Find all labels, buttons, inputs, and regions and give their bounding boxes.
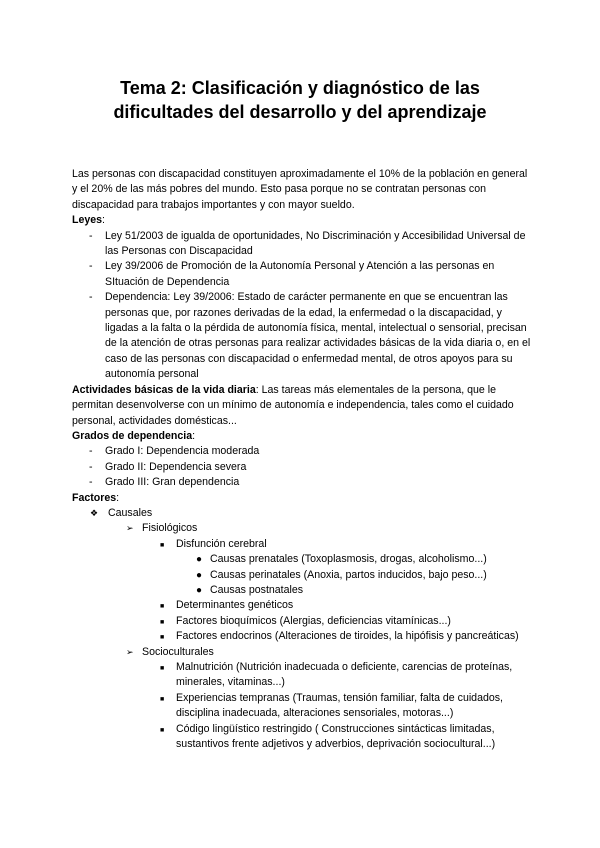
actividades-text: : Las tareas más elementales de la persona, que le permitan desenvolverse con un mínimo de autonomía e independencia, tales como el cuidado personal, actividades domésticas... <box>72 383 514 427</box>
square-bullet-icon: ■ <box>160 634 165 642</box>
list-item: ■ Factores endocrinos (Alteraciones de tiroides, la hipófisis y pancreáticas) <box>142 629 532 644</box>
dash-marker: - <box>89 229 93 242</box>
list-item: ■ Código lingüístico restringido ( Construcciones sintácticas limitadas, sustantivos frente adjetivos y adverbios, deprivación sociocultural...) <box>160 722 496 751</box>
list-item: - Dependencia: Ley 39/2006: Estado de carácter permanente en que se encuentran las personas que, por razones derivadas de la edad, la enfermedad o la discapacidad, y ligadas a la falta o la pérdida de autonomía física, mental, intelectual o sensorial, precisan de la atención de otras personas para realizar actividades básicas de la vida diaria o, en el caso de las personas con discapacidad o enfermedad mental, de otros apoyos para su autonomía personal <box>89 291 531 381</box>
list-item-socioculturales: ➢ Socioculturales ■ Malnutrición (Nutrición inadecuada o deficiente, carencias de proteínas, minerales, vitaminas...) ■ Experiencias tempranas (Traumas, tensión familiar, falta de cuidados, disciplina inadecuada, alteraciones sensoriales, motoras...) ■ Código lingüístico restringido ( Construcciones sintácticas limitadas, sustantivos frente adjetivos y adverbios, deprivación sociocultural...) <box>108 645 532 753</box>
arrow-bullet-icon: ➢ <box>126 523 134 534</box>
fisiologicos-list <box>142 537 532 645</box>
list-item: - Grado I: Dependencia moderada <box>72 444 532 459</box>
grados-heading: Grados de dependencia <box>72 429 193 442</box>
list-item-causales: ❖ Causales ➢ Fisiológicos ■ Disfunción cerebral ● Causas prenatales (Toxoplasmosis, drogas, alcoholismo...) ● Causas perinatales (Anoxia, partos inducidos, bajo peso...) ● Causas postnatales ■ Determinantes genéticos ■ Factores bioquímicos (Alergias, deficiencias vitamínicas...) ■ Factores endocrinos (Alteraciones de tiroides, la hipófisis y pancreáticas) ➢ Socioculturales ■ Malnutrición (Nutrición inadecuada o deficiente, carencias de proteínas, minerales, vitaminas...) ■ Experiencias tempranas (Traumas, tensión familiar, falta de cuidados, disciplina inadecuada, alteraciones sensoriales, motoras...) ■ Código lingüístico restringido ( Construcciones sintácticas limitadas, sustantivos frente adjetivos y adverbios, deprivación sociocultural...) <box>72 506 532 753</box>
diamond-bullet-icon: ❖ <box>90 507 99 518</box>
socioculturales-list <box>142 660 532 752</box>
list-item-disfuncion: ■ Disfunción cerebral ● Causas prenatales (Toxoplasmosis, drogas, alcoholismo...) ● Causas perinatales (Anoxia, partos inducidos, bajo peso...) ● Causas postnatales <box>142 537 532 599</box>
actividades-paragraph <box>72 383 532 429</box>
list-item: ■ Factores bioquímicos (Alergias, deficiencias vitamínicas...) <box>142 614 532 629</box>
list-item: - Grado II: Dependencia severa <box>72 460 532 475</box>
circle-bullet-icon: ● <box>196 569 203 581</box>
list-item: - Ley 39/2006 de Promoción de la Autonomía Personal y Atención a las personas en SItuación de Dependencia <box>89 260 495 288</box>
title-line-2: dificultades del desarrollo y del aprendizaje <box>113 102 487 122</box>
square-bullet-icon: ■ <box>160 618 165 626</box>
dash-marker: - <box>89 260 93 273</box>
list-item: ● Causas perinatales (Anoxia, partos inducidos, bajo peso...) <box>176 568 532 583</box>
grados-list <box>72 444 532 490</box>
list-item-fisiologicos: ➢ Fisiológicos ■ Disfunción cerebral ● Causas prenatales (Toxoplasmosis, drogas, alcoholismo...) ● Causas perinatales (Anoxia, partos inducidos, bajo peso...) ● Causas postnatales ■ Determinantes genéticos ■ Factores bioquímicos (Alergias, deficiencias vitamínicas...) ■ Factores endocrinos (Alteraciones de tiroides, la hipófisis y pancreáticas) <box>108 521 532 644</box>
dash-marker: - <box>89 476 93 489</box>
disfuncion-list <box>176 552 532 598</box>
square-bullet-icon: ■ <box>160 665 165 672</box>
causales-list <box>108 521 532 752</box>
list-item: ● Causas prenatales (Toxoplasmosis, drogas, alcoholismo...) <box>176 552 532 567</box>
page-title <box>60 76 540 124</box>
leyes-list <box>72 229 532 383</box>
square-bullet-icon: ■ <box>160 695 165 703</box>
actividades-heading: Actividades básicas de la vida diaria <box>72 383 256 396</box>
dash-marker: - <box>89 460 93 473</box>
list-item: ● Causas postnatales <box>176 583 532 598</box>
square-bullet-icon: ■ <box>160 541 165 549</box>
circle-bullet-icon: ● <box>196 584 203 596</box>
square-bullet-icon: ■ <box>160 603 165 611</box>
leyes-heading-line: Leyes: <box>72 214 105 227</box>
list-item: - Ley 51/2003 de igualda de oportunidades, No Discriminación y Accesibilidad Universal de las Personas con Discapacidad <box>89 229 526 258</box>
grados-heading-line: Grados de dependencia: <box>72 429 196 442</box>
leyes-heading: Leyes <box>72 214 103 227</box>
factores-heading-line: Factores: <box>72 491 120 504</box>
dash-marker: - <box>89 291 93 304</box>
circle-bullet-icon: ● <box>196 554 203 566</box>
list-item: - Grado III: Gran dependencia <box>72 475 532 490</box>
factores-heading: Factores <box>72 491 117 504</box>
list-item: ■ Determinantes genéticos <box>142 598 532 613</box>
list-item: ■ Malnutrición (Nutrición inadecuada o deficiente, carencias de proteínas, minerales, vitaminas...) <box>160 661 513 689</box>
title-line-1: Tema 2: Clasificación y diagnóstico de las <box>120 78 480 98</box>
dash-marker: - <box>89 445 93 458</box>
factores-list <box>72 506 532 753</box>
document-body <box>72 167 532 752</box>
intro-paragraph: Las personas con discapacidad constituyen aproximadamente el 10% de la población en general y el 20% de las más pobres del mundo. Esto pasa porque no se contratan personas con discapacidad para trabajos importantes y con mayor sueldo. <box>72 168 528 211</box>
list-item: ■ Experiencias tempranas (Traumas, tensión familiar, falta de cuidados, disciplina inadecuada, alteraciones sensoriales, motoras...) <box>160 691 503 720</box>
arrow-bullet-icon: ➢ <box>126 646 134 657</box>
square-bullet-icon: ■ <box>160 726 165 734</box>
